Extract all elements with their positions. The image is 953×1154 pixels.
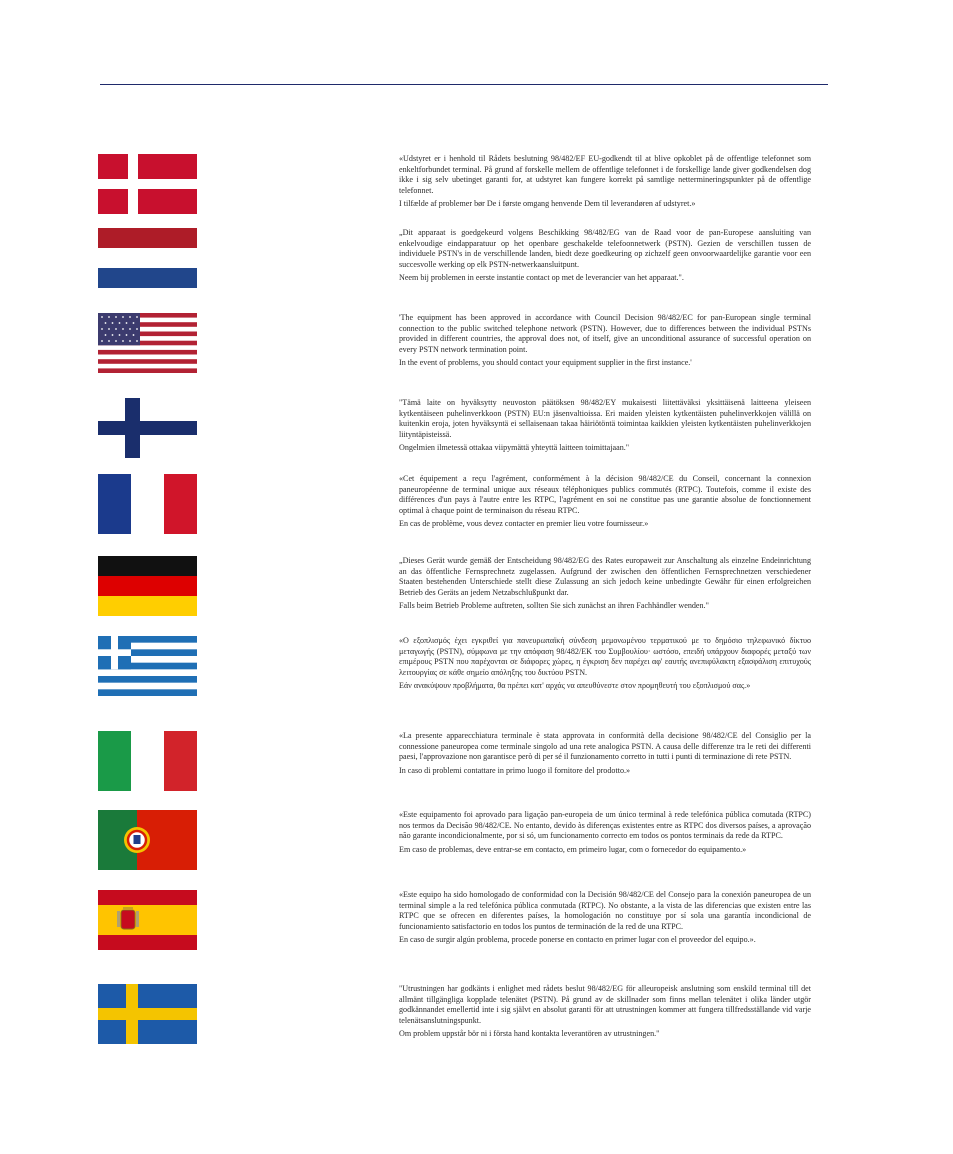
finland-flag [98,398,197,458]
notice-paragraph: «La presente apparecchiatura terminale è stata approvata in conformità della decisione 98/482/CE del Consiglio per la connessione paneuropea come terminale singolo ad una rete analogica PSTN. A causa delle differenze tra le reti dei differenti paesi, l'approvazione non garantisce però di per sé il funzionamento corretto in tutti i punti di terminazione di rete PSTN. [399,731,811,762]
germany-notice [399,556,811,615]
usa-notice [399,313,811,372]
notice-paragraph: «Este equipamento foi aprovado para ligação pan-europeia de um único terminal à rede telefónica pública comutada (RTPC) nos termos da Decisão 98/482/CE. No entanto, devido às diferenças existentes entre as RTPC dos diversos países, a aprovação não garante incondicionalmente, por si só, um funcionamento correcto em todos os pontos terminais da rede da RTPC. [399,810,811,841]
italy-flag [98,731,197,791]
notice-paragraph: «Udstyret er i henhold til Rådets beslutning 98/482/EF EU-godkendt til at blive opkoblet på de offentlige telefonnet som enkeltforbundet terminal. På grund af forskelle mellem de offentlige telefonnet i de forskellige lande giver godkendelsen dog ikke i sig selv ubetinget garanti for, at udstyret kan fungere korrekt på samtlige nettermineringspunkter på de offentlige telefonnet. [399,154,811,195]
notice-paragraph: 'The equipment has been approved in accordance with Council Decision 98/482/EC for pan-European single terminal connection to the public switched telephone network (PSTN). However, due to differences between the individual PSTNs provided in different countries, the approval does not, of itself, give an unconditional assurance of successful operation on every PSTN network termination point. [399,313,811,354]
notice-paragraph: „Dit apparaat is goedgekeurd volgens Beschikking 98/482/EG van de Raad voor de pan-Europese aansluiting van enkelvoudige eindapparatuur op het openbare geschakelde telefoonnetwerk (PSTN). Gezien de verschillen tussen de individuele PSTN's in de verschillende landen, biedt deze goedkeuring op zichzelf geen onvoorwaardelijke garantie voor een succesvolle werking op elk PSTN-netwerkaansluitpunt. [399,228,811,269]
portugal-notice [399,810,811,858]
denmark-notice [399,154,811,213]
notice-contact-paragraph: Εάν ανακύψουν προβλήματα, θα πρέπει κατ' αρχάς να απευθύνεστε στον προμηθευτή του εξοπλισμού σας.» [399,681,751,691]
greece-notice [399,636,811,695]
denmark-flag [98,154,197,214]
germany-flag [98,556,197,616]
notice-paragraph: «Ο εξοπλισμός έχει εγκριθεί για πανευρωπαϊκή σύνδεση μεμονωμένου τερματικού με το δημόσιο τηλεφωνικό δίκτυο μεταγωγής (PSTN), σύμφωνα με την απόφαση 98/482/ΕΚ του Συμβουλίου· ωστόσο, επειδή υπάρχουν διαφορές μεταξύ των επιμέρους PSTN που παρέχονται σε διάφορες χώρες, η έγκριση δεν παρέχει αφ' εαυτής ανεπιφύλακτη εξασφάλιση επιτυχούς λειτουργίας σε κάθε σημείο απόληξης του δικτύου PSTN. [399,636,811,677]
notice-paragraph: "Tämä laite on hyväksytty neuvoston päätöksen 98/482/EY mukaisesti liitettäväksi yksittäisenä laitteena yleiseen kytkentäiseen puhelinverkkoon (PSTN) EU:n jäsenvaltioissa. Eri maiden yleisten kytkentäisten puhelinverkkojen välillä on kuitenkin eroja, joten hyväksyntä ei sellaisenaan takaa häiriötöntä toimintaa kaikkien yleisten kytkentäisten puhelinverkkojen liityntäpisteissä. [399,398,811,439]
notice-contact-paragraph: Om problem uppstår bör ni i första hand kontakta leverantören av utrustningen." [399,1029,660,1039]
spain-notice [399,890,811,949]
notice-contact-paragraph: Ongelmien ilmetessä ottakaa viipymättä yhteyttä laitteen toimittajaan." [399,443,630,453]
portugal-flag [98,810,197,870]
notice-contact-paragraph: En cas de problème, vous devez contacter en premier lieu votre fournisseur.» [399,519,649,529]
notice-paragraph: „Dieses Gerät wurde gemäß der Entscheidung 98/482/EG des Rates europaweit zur Anschaltung als einzelne Endeinrichtung an das öffentliche Fernsprechnetz zugelassen. Aufgrund der zwischen den öffentlichen Fernsprechnetzen verschiedener Staaten bestehenden Unterschiede stellt diese Zulassung an sich jedoch keine unbedingte Gewähr für einen erfolgreichen Betrieb des Geräts an jedem Netzabschlußpunkt dar. [399,556,811,597]
notice-paragraph: "Utrustningen har godkänts i enlighet med rådets beslut 98/482/EG för alleuropeisk anslutning som enskild terminal till det allmänt tillgängliga kopplade telenätet (PSTN). På grund av de skillnader som finns mellan telenätet i olika länder utgör godkännandet emellertid inte i sig självt en absolut garanti för att utrustningen kommer att fungera tillfredsställande vid varje telenätsanslutningspunkt. [399,984,811,1025]
netherlands-notice [399,228,811,287]
finland-notice [399,398,811,457]
notice-contact-paragraph: Neem bij problemen in eerste instantie contact op met de leverancier van het apparaat.". [399,273,684,283]
notice-contact-paragraph: Em caso de problemas, deve entrar-se em contacto, em primeiro lugar, com o fornecedor do equipamento.» [399,844,747,854]
notice-contact-paragraph: I tilfælde af problemer bør De i første omgang henvende Dem til leverandøren af udstyret.» [399,199,696,209]
france-notice [399,474,811,533]
netherlands-flag [98,228,197,288]
header-rule [100,84,828,85]
sweden-flag [98,984,197,1044]
notice-contact-paragraph: Falls beim Betrieb Probleme auftreten, sollten Sie sich zunächst an ihren Fachhändler wenden." [399,601,709,611]
greece-flag [98,636,197,696]
notice-contact-paragraph: In the event of problems, you should contact your equipment supplier in the first instance.' [399,358,692,368]
france-flag [98,474,197,534]
sweden-notice [399,984,811,1043]
spain-flag [98,890,197,950]
notice-contact-paragraph: In caso di problemi contattare in primo luogo il fornitore del prodotto.» [399,765,631,775]
italy-notice [399,731,811,779]
notice-paragraph: «Este equipo ha sido homologado de conformidad con la Decisión 98/482/CE del Consejo para la conexión paneuropea de un terminal simple a la red telefónica pública conmutada (RTPC). No obstante, a la vista de las diferencias que existen entre las RTPC que se ofrecen en diferentes países, la homologación no constituye por sí sola una garantía incondicional de funcionamiento satisfactorio en todos los puntos de terminación de la red de una RTPC. [399,890,811,931]
notice-contact-paragraph: En caso de surgir algún problema, procede ponerse en contacto en primer lugar con el proveedor del equipo.». [399,935,756,945]
notice-paragraph: «Cet équipement a reçu l'agrément, conformément à la décision 98/482/CE du Conseil, concernant la connexion paneuropéenne de terminal unique aux réseaux téléphoniques publics commutés (RTPC). Toutefois, comme il existe des différences d'un pays à l'autre entre les RTPC, l'agrément en soi ne constitue pas une garantie absolue de fonctionnement optimal à chaque point de terminaison du réseau RTPC. [399,474,811,515]
usa-flag [98,313,197,373]
